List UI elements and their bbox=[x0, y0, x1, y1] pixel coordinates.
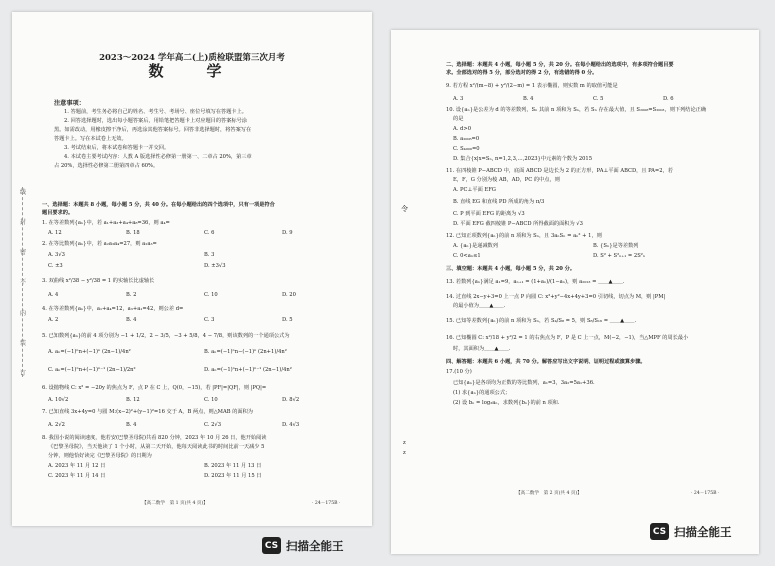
notes-heading: 注意事项： bbox=[54, 100, 85, 107]
question-option: B. 直线 EG 和直线 PD 所成的角为 π/3 bbox=[453, 199, 545, 205]
watermark-text: 扫描全能王 bbox=[674, 524, 732, 539]
note-line: 2. 回答选择题时，选出每小题答案后，用铅笔把答题卡上对应题目的答案标号涂 bbox=[64, 118, 247, 124]
question-number: 17.(10 分) bbox=[446, 369, 472, 375]
side-label: 订 bbox=[19, 369, 26, 377]
section-heading: 求。全部选对的得 5 分，部分选对的得 2 分，有选错的得 0 分。 bbox=[446, 70, 598, 76]
question-options: A. 3√3 B. 3 bbox=[48, 252, 215, 258]
side-label: 不 bbox=[19, 279, 26, 287]
question-stem: 8. 我国小说的阅读速度，他若安(巴黎圣母院)共看 820 分钟，2023 年 10 月 26 日，他开始阅读 bbox=[42, 435, 267, 441]
question-stem-line: 的最小值为＿＿▲＿＿. bbox=[453, 303, 506, 309]
question-options: A. 3 B. 4 C. 5 D. 6 bbox=[453, 96, 674, 102]
note-line: 占 20%，选择性必修第二册第四章占 60%。 bbox=[54, 163, 159, 169]
section-heading: 一、选择题：本题共 8 小题，每小题 5 分，共 40 分。在每小题给出的四个选项中，只有一项是符合 bbox=[42, 202, 275, 208]
watermark-text: 扫描全能王 bbox=[286, 538, 344, 553]
question-option: D. 平面 EFG 截四棱锥 P−ABCD 所得截面的面积为 √3 bbox=[453, 221, 583, 227]
page-code: · 24－175B · bbox=[312, 501, 341, 506]
side-label: 内 bbox=[19, 309, 26, 317]
side-label: 密 bbox=[19, 249, 26, 257]
page-footer: 【高二数学 第 1 页(共 4 页)】 bbox=[142, 501, 208, 506]
note-line: 黑。如需改动，用橡皮擦干净后，再选涂其他答案标号。回答非选择题时，将答案写在 bbox=[54, 127, 252, 133]
section-heading: 题目要求的。 bbox=[42, 210, 74, 216]
question-part: (2) 设 bₙ = log₃aₙ，求数列{bₙ}的前 n 项和. bbox=[453, 400, 560, 406]
question-stem-line: E，F，G 分别为棱 AB，AD，PC 的中点，则 bbox=[453, 177, 560, 183]
question-stem: 6. 设抛物线 C: x² = −20y 的焦点为 F，点 P 在 C 上，Q(0，−15)，若 |PF|=|QF|，则 |PQ|= bbox=[42, 385, 267, 391]
note-line: 3. 考试结束后，将本试卷和答题卡一并交回。 bbox=[64, 145, 170, 151]
question-options: C. 2023 年 11 月 14 日 D. 2023 年 11 月 15 日 bbox=[48, 473, 262, 479]
question-options: A. aₙ=(−1)ⁿn+(−1)ⁿ (2n−1)/4n² B. aₙ=(−1)ⁿn−(−1)ⁿ (2n+1)/4n² bbox=[48, 349, 287, 355]
question-options: A. {aₙ}是递减数列 B. {Sₙ}是等差数列 bbox=[453, 243, 639, 249]
question-stem: 4. 在等差数列{aₙ}中，a₁+a₄=12，a₃+a₁=42，则公差 d= bbox=[42, 306, 184, 312]
exam-page-2 bbox=[391, 30, 759, 554]
scanner-watermark bbox=[262, 537, 344, 554]
question-stem-line: 时，其面积为＿＿▲＿＿. bbox=[453, 346, 511, 352]
question-stem: 16. 已知椭圆 C: x²/18 + y²/2 = 1 的右焦点为 F，P 是 C 上一点，M(−2，−1)，当△MPF 的周长最小 bbox=[446, 335, 689, 341]
binding-margin bbox=[15, 187, 31, 377]
question-stem: 10. 设{aₙ}是公差为 d 的等差数列，Sₙ 其前 n 项和为 Sₙ，若 Sₙ 存在最大值，且 S₂₀₀₈=S₂₀₀₃，则下列结论正确 bbox=[446, 107, 707, 113]
margin-mark: z bbox=[403, 440, 406, 446]
side-label: 装 bbox=[19, 339, 26, 347]
question-stem: 3. 双曲线 x²/38 − y²/38 = 1 的实轴长比虚轴长 bbox=[42, 278, 155, 284]
question-option: A. d>0 bbox=[453, 126, 472, 132]
question-stem-line: 的是 bbox=[453, 116, 464, 122]
question-part: (1) 求{aₙ}的通项公式； bbox=[453, 390, 511, 396]
question-option: B. a₂₀₀₆=0 bbox=[453, 136, 480, 142]
question-stem: 2. 在等比数列{aₙ}中，若 a₂a₃a₄=27，则 a₂a₃= bbox=[42, 241, 157, 247]
question-options: A. 10√2 B. 12 C. 10 D. 8√2 bbox=[48, 397, 300, 403]
exam-page-1 bbox=[12, 12, 372, 526]
question-option: A. PC⊥平面 EFG bbox=[453, 187, 496, 193]
question-stem: 9. 若方程 x²/(m−8) + y²/(2−m) = 1 表示椭圆，则实数 m 的取值可能是 bbox=[446, 83, 618, 89]
subject-title: 数 学 bbox=[148, 62, 236, 80]
camscanner-logo-icon: CS bbox=[650, 523, 669, 540]
question-stem: 1. 在等差数列{aₙ}中，若 a₁+a₃+a₄+a₈=36，则 a₄= bbox=[42, 220, 170, 226]
question-options: C. ±3 D. ±3√3 bbox=[48, 263, 226, 269]
question-stem: 11. 在四棱锥 P−ABCD 中，底面 ABCD 是边长为 2 的正方形，PA⊥平面 ABCD，且 PA=2，若 bbox=[446, 168, 673, 174]
side-mark: 令 bbox=[401, 205, 408, 213]
section-heading: 二、选择题：本题共 4 小题，每小题 5 分，共 20 分。在每小题给出的选项中，有多项符合题目要 bbox=[446, 62, 674, 68]
question-option: C. S₄₀₀₀=0 bbox=[453, 146, 480, 152]
margin-mark: z bbox=[403, 450, 406, 456]
side-label: 线 bbox=[19, 189, 26, 196]
note-line: 答题卡上。写在本试卷上无效。 bbox=[54, 136, 127, 142]
page-code: · 24－175B · bbox=[691, 491, 720, 496]
question-options: A. 4 B. 2 C. 10 D. 20 bbox=[48, 292, 296, 298]
question-stem-line: 分钟，则他恰好读完《巴黎圣母院》的日期为 bbox=[48, 453, 152, 459]
question-options: A. 2 B. 4 C. 3 D. 5 bbox=[48, 317, 293, 323]
question-options: A. 12 B. 18 C. 6 D. 9 bbox=[48, 230, 293, 236]
section-heading: 三、填空题：本题共 4 小题，每小题 5 分，共 20 分。 bbox=[446, 266, 576, 272]
question-options: A. 2√2 B. 4 C. 2√3 D. 4√3 bbox=[48, 422, 300, 428]
note-line: 1. 答题前，考生务必将自己的姓名、考生号、考场号、座位号填写在答题卡上。 bbox=[64, 109, 247, 115]
question-options: C. aₙ=(−1)ⁿn+(−1)ⁿ⁻¹ (2n−1)/2n² D. aₙ=(−1)ⁿn+(−1)ⁿ⁻¹ (2n−1)/4n² bbox=[48, 367, 292, 373]
question-stem-line: 《巴黎圣母院》，当天他读了 1 个小时，从第二天开始，他每天阅读此书的时间比前一天减少 5 bbox=[48, 444, 265, 450]
question-option: C. P 到平面 EFG 的距离为 √3 bbox=[453, 211, 525, 217]
question-options: A. 2023 年 11 月 12 日 B. 2023 年 11 月 13 日 bbox=[48, 463, 262, 469]
question-stem: 已知{aₙ}是各项均为正数的等比数列，a₁=3，3a₂=5a₁+36. bbox=[453, 380, 595, 386]
side-label: 封 bbox=[19, 219, 26, 227]
question-stem: 14. 过直线 2x−y+3=0 上一点 P 向圆 C: x²+y²−4x+4y+3=0 引切线，切点为 M，则 |PM| bbox=[446, 294, 666, 300]
question-stem: 12. 已知正项数列{aₙ}的前 n 项和为 Sₙ，且 3aₙSₙ = aₙ² + 1，则 bbox=[446, 233, 602, 239]
note-line: 4. 本试卷主要考试内容：人教 A 版选择性必修第一册第一、二章占 20%，第三章 bbox=[64, 154, 252, 160]
question-option: D. 集合{x|x=Sₙ, n=1,2,3,…,2023}中元素的个数为 2015 bbox=[453, 156, 593, 162]
exam-title: 2023～2024 学年高二(上)质检联盟第三次月考 bbox=[99, 53, 285, 63]
page-footer: 【高二数学 第 2 页(共 4 页)】 bbox=[516, 491, 582, 496]
question-stem: 15. 已知等差数列{aₙ}的前 n 项和为 Sₙ，若 S₄/S₈ = 5，则 S₈/S₁₆ = ＿＿▲＿＿. bbox=[446, 318, 637, 324]
scanner-watermark bbox=[650, 523, 732, 540]
question-stem: 5. 已知数列{aₙ}的前 4 项分别为 −1 + 1/2，2 − 3/5，−3 + 5/8，4 − 7/8，则该数列的一个通项公式为 bbox=[42, 333, 290, 339]
question-stem: 7. 已知直线 3x+4y=0 与圆 M:(x−2)²+(y−1)²=16 交于 A，B 两点，则△MAB 的面积为 bbox=[42, 409, 253, 415]
question-stem: 13. 若数列{aₙ}满足 a₁=9，aₙ₊₁ = (1+aₙ)/(1−aₙ)，则 a₂₀₂₃ = ＿＿▲＿＿. bbox=[446, 279, 625, 285]
camscanner-logo-icon: CS bbox=[262, 537, 281, 554]
question-options: C. 0<aₙ≤1 D. S² + S²ₙ₊₁ = 2S²ₙ bbox=[453, 253, 646, 259]
section-heading: 四、解答题：本题共 6 小题，共 70 分。解答应写出文字说明、证明过程或演算步骤。 bbox=[446, 359, 646, 365]
